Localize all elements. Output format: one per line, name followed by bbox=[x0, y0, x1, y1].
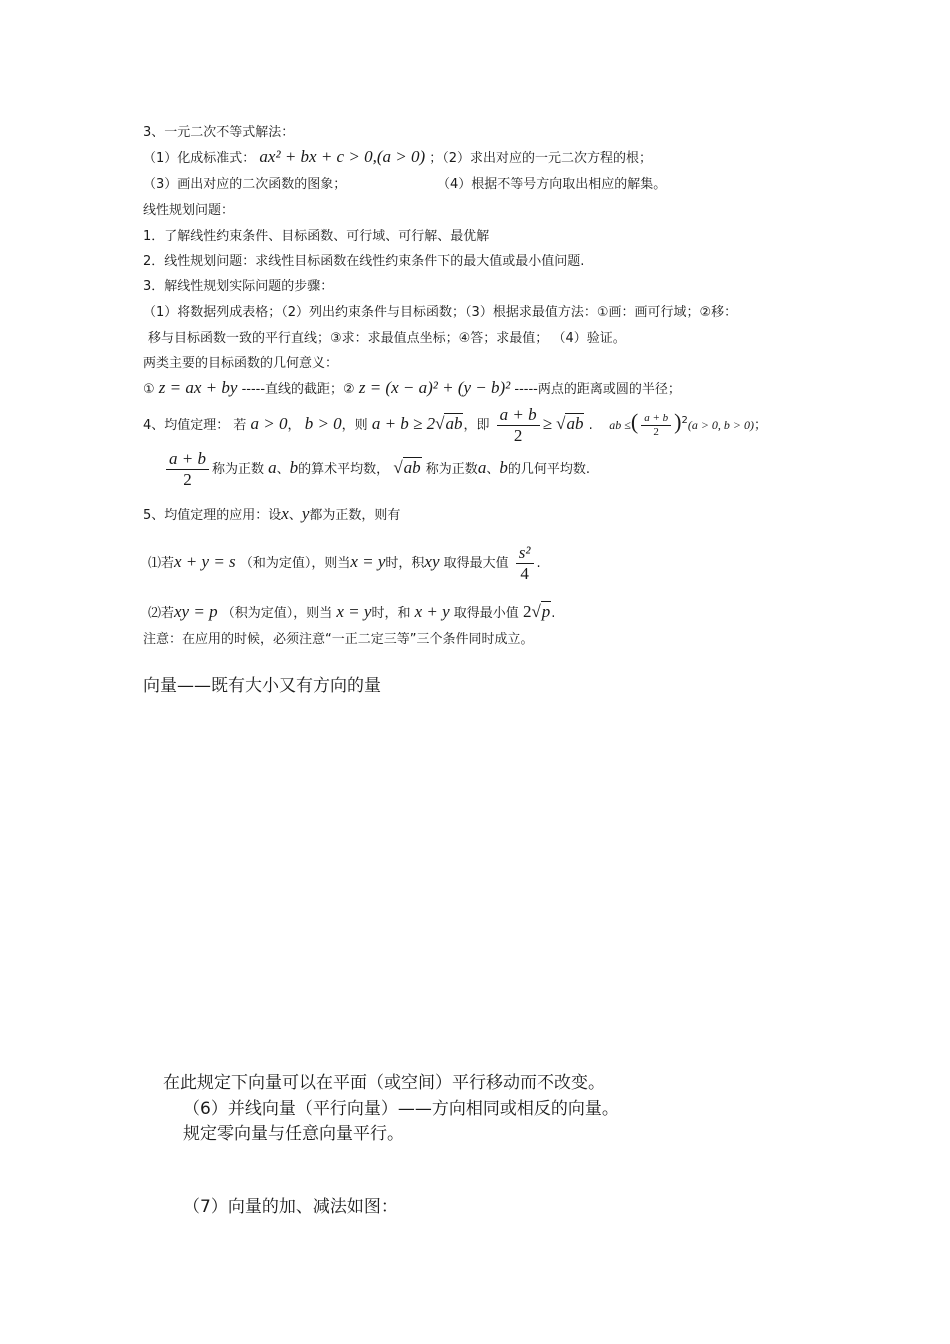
distance-text: -----两点的距离或圆的半径； bbox=[514, 382, 681, 397]
circled-one: ① bbox=[143, 382, 155, 397]
amgm-inequality: a + b ≥ 2 bbox=[371, 414, 436, 433]
step4-text: （4）根据不等号方向取出相应的解集。 bbox=[437, 177, 667, 192]
comma: ， bbox=[287, 418, 301, 433]
geo-mean-sqrt: √ab bbox=[393, 458, 421, 477]
ji-text: ，即 bbox=[463, 418, 490, 433]
small-fraction bbox=[641, 412, 671, 439]
small-fraction-denominator: 2 bbox=[653, 426, 659, 438]
rule1-equal: x = y bbox=[350, 552, 386, 571]
step2-text: ；（2）求出对应的一元二次方程的根； bbox=[429, 151, 653, 166]
rule1-denominator: 4 bbox=[520, 564, 529, 583]
step1-label: （1）化成标准式： bbox=[143, 151, 256, 166]
sqrt-ab-radicand: ab bbox=[445, 414, 463, 433]
objective-distance-formula: z = (x − a)² + (y − b)² bbox=[358, 378, 511, 397]
vector-heading: 向量——既有大小又有方向的量 bbox=[143, 676, 381, 696]
geo-end: 的几何平均数. bbox=[507, 462, 590, 477]
then-text: ，则 bbox=[341, 418, 368, 433]
sqrt-ab-2: √ab bbox=[556, 414, 584, 433]
arith-text: 称为正数 bbox=[211, 462, 264, 477]
section4-line1: 4、均值定理： 若 a > 0， b > 0，则 a + b ≥ 2√ab，即 $\frac{a + b}{2}$ ≥ √ab . ab ≤( $\frac{a + b}{2}$ )$^2$(a > 0, b > 0)； bbox=[143, 405, 768, 445]
section5-title-text: 5、均值定理的应用：设 bbox=[143, 508, 282, 523]
rule1-numerator: s² bbox=[516, 543, 534, 564]
section4-lead: 4、均值定理： 若 bbox=[143, 418, 247, 433]
geo-radicand: ab bbox=[403, 458, 421, 477]
fraction-numerator: a + b bbox=[497, 405, 540, 426]
rule1-line: ⑴若x + y = s （和为定值），则当x = y时，积xy 取得最大值 $\frac{\text{s²}}{4}$ . bbox=[148, 543, 541, 583]
arith-denominator: 2 bbox=[183, 470, 192, 489]
geo-meaning-line bbox=[143, 377, 681, 401]
rule2-equal: x = y bbox=[336, 602, 372, 621]
rule2-end: 取得最小值 bbox=[453, 606, 519, 621]
note-text: 注意：在应用的时候，必须注意“一正二定三等”三个条件同时成立。 bbox=[143, 632, 534, 647]
rule2-coef: 2 bbox=[522, 602, 532, 621]
var-a-2: a bbox=[477, 458, 487, 477]
rule1-mid: （和为定值），则当 bbox=[239, 556, 351, 571]
rule2-prefix: ⑵若 bbox=[148, 606, 175, 621]
linear-steps-line2: 移与目标函数一致的平行直线；③求：求最值点坐标；④答；求最值； （4）验证。 bbox=[148, 331, 626, 346]
rule1-ji: 时，积 bbox=[385, 556, 425, 571]
rule2-min-value: 2√p bbox=[522, 602, 551, 621]
linear-title: 线性规划问题： bbox=[143, 203, 235, 218]
rule2-he: 时，和 bbox=[371, 606, 411, 621]
standard-form-formula: ax² + bx + c > 0,(a > 0) bbox=[259, 147, 426, 166]
fraction-denominator: 2 bbox=[513, 426, 523, 445]
arith-numerator: a + b bbox=[166, 449, 209, 470]
var-b: b bbox=[289, 458, 299, 477]
sqrt-ab: √ab bbox=[435, 414, 463, 433]
step3-text: （3）画出对应的二次函数的图象； bbox=[143, 177, 347, 192]
small-ab-leq: ab ≤ bbox=[609, 418, 631, 432]
vector-p4: （7）向量的加、减法如图： bbox=[183, 1197, 398, 1217]
rule2-radicand: p bbox=[541, 602, 551, 621]
vector-p3: 规定零向量与任意向量平行。 bbox=[183, 1124, 404, 1144]
mean-fraction bbox=[497, 405, 540, 446]
semicolon: ； bbox=[754, 418, 768, 433]
var-y: y bbox=[301, 504, 310, 523]
linear-item1: 1．了解线性约束条件、目标函数、可行域、可行解、最优解 bbox=[143, 229, 490, 244]
intercept-text: -----直线的截距；② bbox=[241, 382, 355, 397]
var-x: x bbox=[281, 504, 289, 523]
rule2-line: ⑵若xy = p （积为定值），则当 x = y时，和 x + y 取得最小值 2√p. bbox=[148, 602, 556, 621]
geq-sign: ≥ bbox=[542, 414, 552, 433]
rule1-xy: xy bbox=[424, 552, 440, 571]
dun-sign-2: 、 bbox=[486, 462, 500, 477]
rule2-mid: （积为定值），则当 bbox=[221, 606, 333, 621]
section5-title-end: 都为正数，则有 bbox=[309, 508, 401, 523]
var-b-2: b bbox=[499, 458, 508, 477]
rule2-product-formula: xy = p bbox=[174, 602, 218, 621]
vector-p1: 在此规定下向量可以在平面（或空间）平行移动而不改变。 bbox=[163, 1073, 605, 1093]
geo-meaning-title: 两类主要的目标函数的几何意义： bbox=[143, 356, 339, 371]
small-condition: (a > 0, b > 0) bbox=[687, 418, 755, 432]
small-fraction-numerator: a + b bbox=[641, 412, 671, 426]
dun-sign-3: 、 bbox=[288, 508, 302, 523]
section3-title: 3、一元二次不等式解法： bbox=[143, 125, 295, 140]
period: . bbox=[588, 418, 593, 433]
var-a: a bbox=[268, 458, 277, 477]
arith-mean-fraction bbox=[166, 449, 209, 490]
section5-title bbox=[143, 503, 400, 527]
linear-steps-line1: （1）将数据列成表格；（2）列出约束条件与目标函数；（3）根据求最值方法：①画：画可行域；②移： bbox=[143, 305, 738, 320]
sqrt-ab-radicand-2: ab bbox=[566, 414, 584, 433]
rule1-end: 取得最大值 bbox=[443, 556, 509, 571]
cond-b-positive: b > 0 bbox=[304, 414, 342, 433]
rule1-max-fraction bbox=[516, 543, 534, 584]
section3-line1 bbox=[143, 148, 652, 168]
cond-a-positive: a > 0 bbox=[250, 414, 288, 433]
objective-linear-formula: z = ax + by bbox=[158, 378, 238, 397]
linear-item2: 2．线性规划问题：求线性目标函数在线性约束条件下的最大值或最小值问题. bbox=[143, 254, 585, 269]
rule1-prefix: ⑴若 bbox=[148, 556, 175, 571]
rule2-sum: x + y bbox=[414, 602, 450, 621]
geo-text: 称为正数 bbox=[425, 462, 478, 477]
arith-end: 的算术平均数， bbox=[298, 462, 390, 477]
dun-sign: 、 bbox=[276, 462, 290, 477]
section4-line2 bbox=[166, 448, 590, 490]
rule1-sum-formula: x + y = s bbox=[174, 552, 236, 571]
vector-p2: （6）并线向量（平行向量）——方向相同或相反的向量。 bbox=[183, 1099, 619, 1119]
linear-item3: 3．解线性规划实际问题的步骤： bbox=[143, 279, 334, 294]
